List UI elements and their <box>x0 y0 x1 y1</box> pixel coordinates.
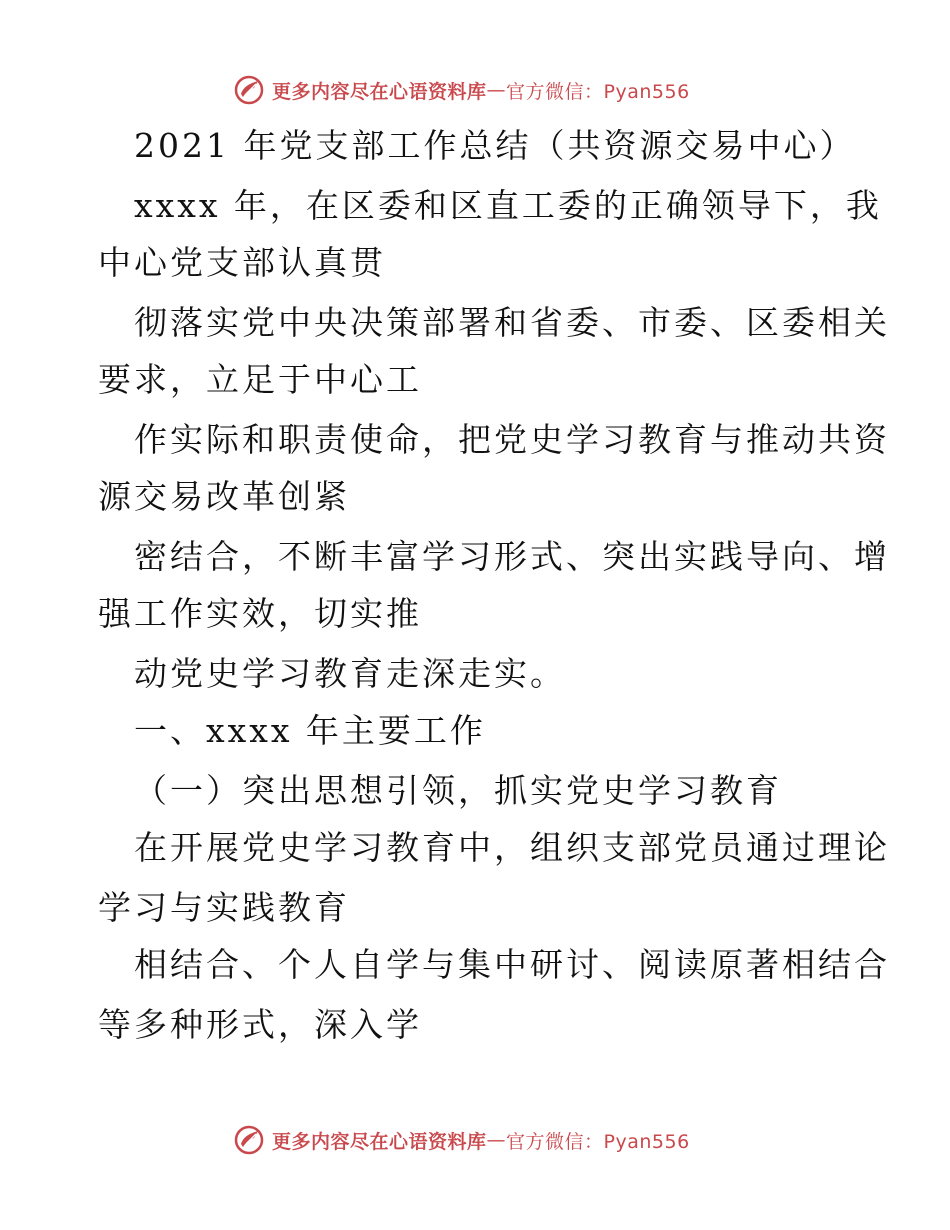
paragraph-line: 在开展党史学习教育中，组织支部党员通过理论 <box>134 828 890 867</box>
paragraph-line: 彻落实党中央决策部署和省委、市委、区委相关 <box>134 303 890 342</box>
paragraph-line: 动党史学习教育走深走实。 <box>134 654 566 693</box>
subsection-heading: （一）突出思想引领，抓实党史学习教育 <box>134 771 782 810</box>
paragraph-line: xxxx 年，在区委和区直工委的正确领导下，我 <box>134 186 882 225</box>
document-title: 2021 年党支部工作总结（共资源交易中心） <box>134 126 856 165</box>
watermark-dash: — <box>486 79 507 101</box>
watermark-contact-text: 官方微信：Pyan556 <box>506 1130 690 1153</box>
paragraph-line: 等多种形式，深入学 <box>98 1005 422 1044</box>
paragraph-line: 相结合、个人自学与集中研讨、阅读原著相结合 <box>134 945 890 984</box>
paragraph-line: 密结合，不断丰富学习形式、突出实践导向、增 <box>134 537 890 576</box>
brand-logo-icon <box>232 1123 266 1157</box>
brand-logo-icon <box>232 73 266 107</box>
header-watermark <box>232 71 690 109</box>
watermark-contact-text: 官方微信：Pyan556 <box>506 80 690 103</box>
paragraph-line: 作实际和职责使命，把党史学习教育与推动共资 <box>134 420 890 459</box>
paragraph-line: 源交易改革创紧 <box>98 477 350 516</box>
watermark-brand-text: 更多内容尽在心语资料库 <box>272 80 487 103</box>
section-heading: 一、xxxx 年主要工作 <box>134 711 486 750</box>
paragraph-line: 中心党支部认真贯 <box>98 243 386 282</box>
paragraph-line: 学习与实践教育 <box>98 888 350 927</box>
paragraph-line: 强工作实效，切实推 <box>98 594 422 633</box>
watermark-dash: — <box>486 1129 507 1151</box>
watermark-brand-text: 更多内容尽在心语资料库 <box>272 1130 487 1153</box>
paragraph-line: 要求，立足于中心工 <box>98 360 422 399</box>
footer-watermark <box>232 1121 690 1159</box>
